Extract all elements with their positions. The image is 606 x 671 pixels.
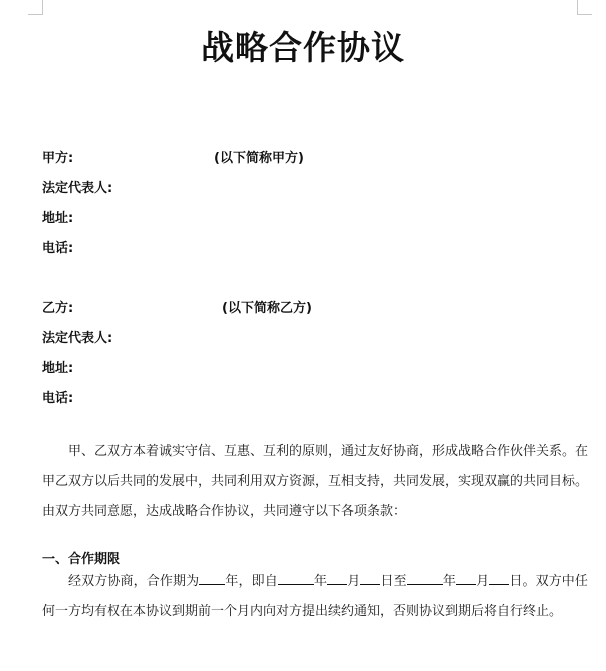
end-month-blank[interactable] <box>456 570 476 585</box>
term-text-6: 年 <box>442 574 456 589</box>
term-text-5: 日至 <box>380 574 407 589</box>
party-b-line <box>42 297 312 316</box>
term-years-blank[interactable] <box>199 570 225 585</box>
party-a-rep-label: 法定代表人: <box>42 181 113 196</box>
crop-mark-top-left <box>28 0 43 15</box>
section-1-paragraph <box>42 567 588 627</box>
party-b-suffix: (以下简称乙方) <box>222 301 312 316</box>
party-a-address-label: 地址: <box>42 211 74 226</box>
term-text-2: 年，即自 <box>225 574 278 589</box>
party-b-address-label: 地址: <box>42 361 74 376</box>
party-a-phone-label: 电话: <box>42 241 74 256</box>
term-text-1: 经双方协商，合作期为 <box>68 574 200 589</box>
crop-mark-top-right <box>577 0 592 15</box>
term-text-8: 日。双方中任何一方均有权在本协议到期前一个月内向对方提出续约通知，否则协议到期后将自行终止。 <box>42 574 588 619</box>
start-month-blank[interactable] <box>327 570 347 585</box>
party-b-rep-label: 法定代表人: <box>42 331 113 346</box>
party-b-phone-label: 电话: <box>42 391 74 406</box>
section-1-heading: 一、合作期限 <box>42 552 121 567</box>
term-text-7: 月 <box>475 574 490 589</box>
start-day-blank[interactable] <box>360 570 380 585</box>
start-year-blank[interactable] <box>278 570 314 585</box>
party-a-label: 甲方: <box>42 151 74 166</box>
end-year-blank[interactable] <box>407 570 443 585</box>
end-day-blank[interactable] <box>489 570 509 585</box>
preamble-paragraph: 甲、乙双方本着诚实守信、互惠、互利的原则，通过友好协商，形成战略合作伙伴关系。在甲乙双方以后共同的发展中，共同利用双方资源，互相支持，共同发展，实现双赢的共同目标。由双方共同意愿，达成战略合作协议，共同遵守以下各项条款： <box>42 444 589 519</box>
document-title: 战略合作协议 <box>201 28 405 67</box>
party-b-label: 乙方: <box>42 301 74 316</box>
term-text-4: 月 <box>347 574 361 589</box>
party-a-suffix: (以下简称甲方) <box>214 151 304 166</box>
term-text-3: 年 <box>313 574 328 589</box>
party-a-line <box>42 147 304 166</box>
